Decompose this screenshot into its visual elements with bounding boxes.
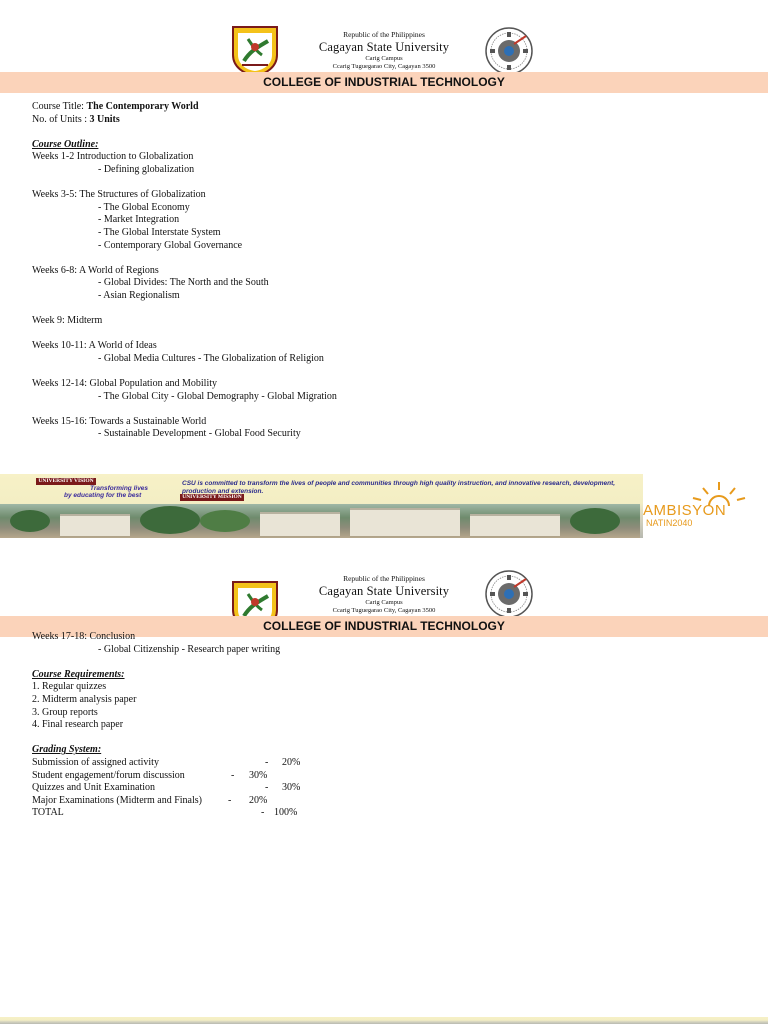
- vision-mission-banner: [0, 474, 768, 538]
- course-units-value: 3 Units: [89, 113, 120, 125]
- grading-label: Student engagement/forum discussion: [32, 769, 185, 781]
- requirement-item: 4. Final research paper: [32, 719, 124, 731]
- requirements-heading: Course Requirements:: [32, 668, 125, 680]
- course-title-row: Course Title: The Contemporary World: [32, 101, 199, 112]
- college-title-band: COLLEGE OF INDUSTRIAL TECHNOLOGY: [0, 616, 768, 637]
- week-item: - Market Integration: [98, 214, 180, 226]
- campus-photo-strip: [0, 504, 640, 538]
- grading-value: 30%: [249, 769, 268, 781]
- requirement-item: 2. Midterm analysis paper: [32, 693, 137, 705]
- week-item: - Global Media Cultures - The Globalization of Religion: [98, 352, 324, 364]
- week-item: - Asian Regionalism: [98, 289, 180, 301]
- mission-title: UNIVERSITY MISSION: [180, 494, 244, 501]
- week-title: Weeks 1-2 Introduction to Globalization: [32, 151, 194, 163]
- grading-row: [32, 795, 280, 808]
- course-title-value: The Contemporary World: [86, 101, 199, 112]
- college-title-band: COLLEGE OF INDUSTRIAL TECHNOLOGY: [0, 72, 768, 93]
- ambisyon-text: AMBISYON: [643, 502, 727, 519]
- ambisyon-sub: NATIN2040: [646, 518, 693, 528]
- week-title: Weeks 12-14: Global Population and Mobility: [32, 378, 218, 390]
- grading-label: Submission of assigned activity: [32, 756, 159, 768]
- week-item: - Sustainable Development - Global Food Security: [98, 428, 301, 440]
- campus-label: Carig Campus: [365, 599, 403, 606]
- grading-dash: -: [265, 782, 269, 794]
- grading-dash: -: [265, 756, 269, 768]
- week-item: - Contemporary Global Governance: [98, 239, 243, 251]
- grading-row: [32, 756, 301, 770]
- grading-dash: -: [228, 794, 232, 806]
- college-gear-logo: [474, 26, 544, 76]
- week-title: Weeks 3-5: The Structures of Globalization: [32, 189, 206, 201]
- grading-row: [32, 807, 298, 820]
- grading-value: 20%: [282, 756, 301, 768]
- ambisyon-logo: [643, 474, 768, 538]
- grading-value: 20%: [249, 794, 268, 806]
- university-seal-logo: [230, 25, 280, 77]
- grading-value: 30%: [282, 782, 301, 794]
- republic-label: Republic of the Philippines: [343, 574, 425, 583]
- document-page-2: [0, 555, 768, 1024]
- grading-value: 100%: [274, 807, 298, 819]
- requirement-item: 1. Regular quizzes: [32, 681, 107, 693]
- week-title: Weeks 17-18: Conclusion: [32, 631, 136, 642]
- week-item: - Global Divides: The North and the South: [98, 277, 269, 289]
- vision-mission-banner-bottom: [0, 1017, 768, 1024]
- week-item: - The Global Interstate System: [98, 226, 221, 238]
- campus-label: Carig Campus: [365, 55, 403, 62]
- grading-heading: Grading System:: [32, 744, 102, 756]
- week-item: - The Global City - Global Demography - Global Migration: [98, 390, 337, 402]
- grading-label: Quizzes and Unit Examination: [32, 782, 156, 794]
- vision-line-1: Transforming lives: [90, 485, 149, 492]
- college-gear-logo: [474, 569, 544, 619]
- week-title: Weeks 10-11: A World of Ideas: [32, 340, 157, 352]
- mission-text: CSU is committed to transform the lives of people and communities through high quality instruction, and innovative research, development, production and extension.: [182, 480, 616, 495]
- grading-dash: -: [231, 769, 235, 781]
- week-item: - The Global Economy: [98, 201, 190, 213]
- page-header: [0, 0, 768, 96]
- course-content-continued: [32, 631, 301, 820]
- grading-dash: -: [261, 807, 265, 819]
- week-item: - Defining globalization: [98, 163, 195, 175]
- university-name: Cagayan State University: [318, 584, 450, 598]
- week-title: Week 9: Midterm: [32, 315, 103, 327]
- grading-label: Major Examinations (Midterm and Finals): [32, 794, 202, 806]
- course-units-row: No. of Units : 3 Units: [32, 113, 120, 125]
- week-title: Weeks 6-8: A World of Regions: [32, 264, 159, 276]
- requirement-item: 3. Group reports: [32, 706, 98, 718]
- grading-row: [32, 770, 280, 783]
- course-outline-heading: Course Outline:: [32, 138, 99, 150]
- address-label: Ccarig Tuguegarao City, Cagayan 3500: [332, 63, 436, 70]
- vision-line-2: by educating for the best: [64, 492, 142, 499]
- week-item: - Global Citizenship - Research paper writing: [98, 643, 281, 655]
- vision-title: UNIVERSITY VISION: [36, 478, 96, 485]
- republic-label: Republic of the Philippines: [343, 30, 425, 39]
- grading-row: [32, 782, 301, 795]
- grading-label: TOTAL: [32, 807, 64, 819]
- course-content: [32, 101, 337, 441]
- address-label: Ccarig Tuguegarao City, Cagayan 3500: [332, 607, 436, 614]
- week-title: Weeks 15-16: Towards a Sustainable World: [32, 415, 207, 427]
- university-name: Cagayan State University: [318, 40, 450, 54]
